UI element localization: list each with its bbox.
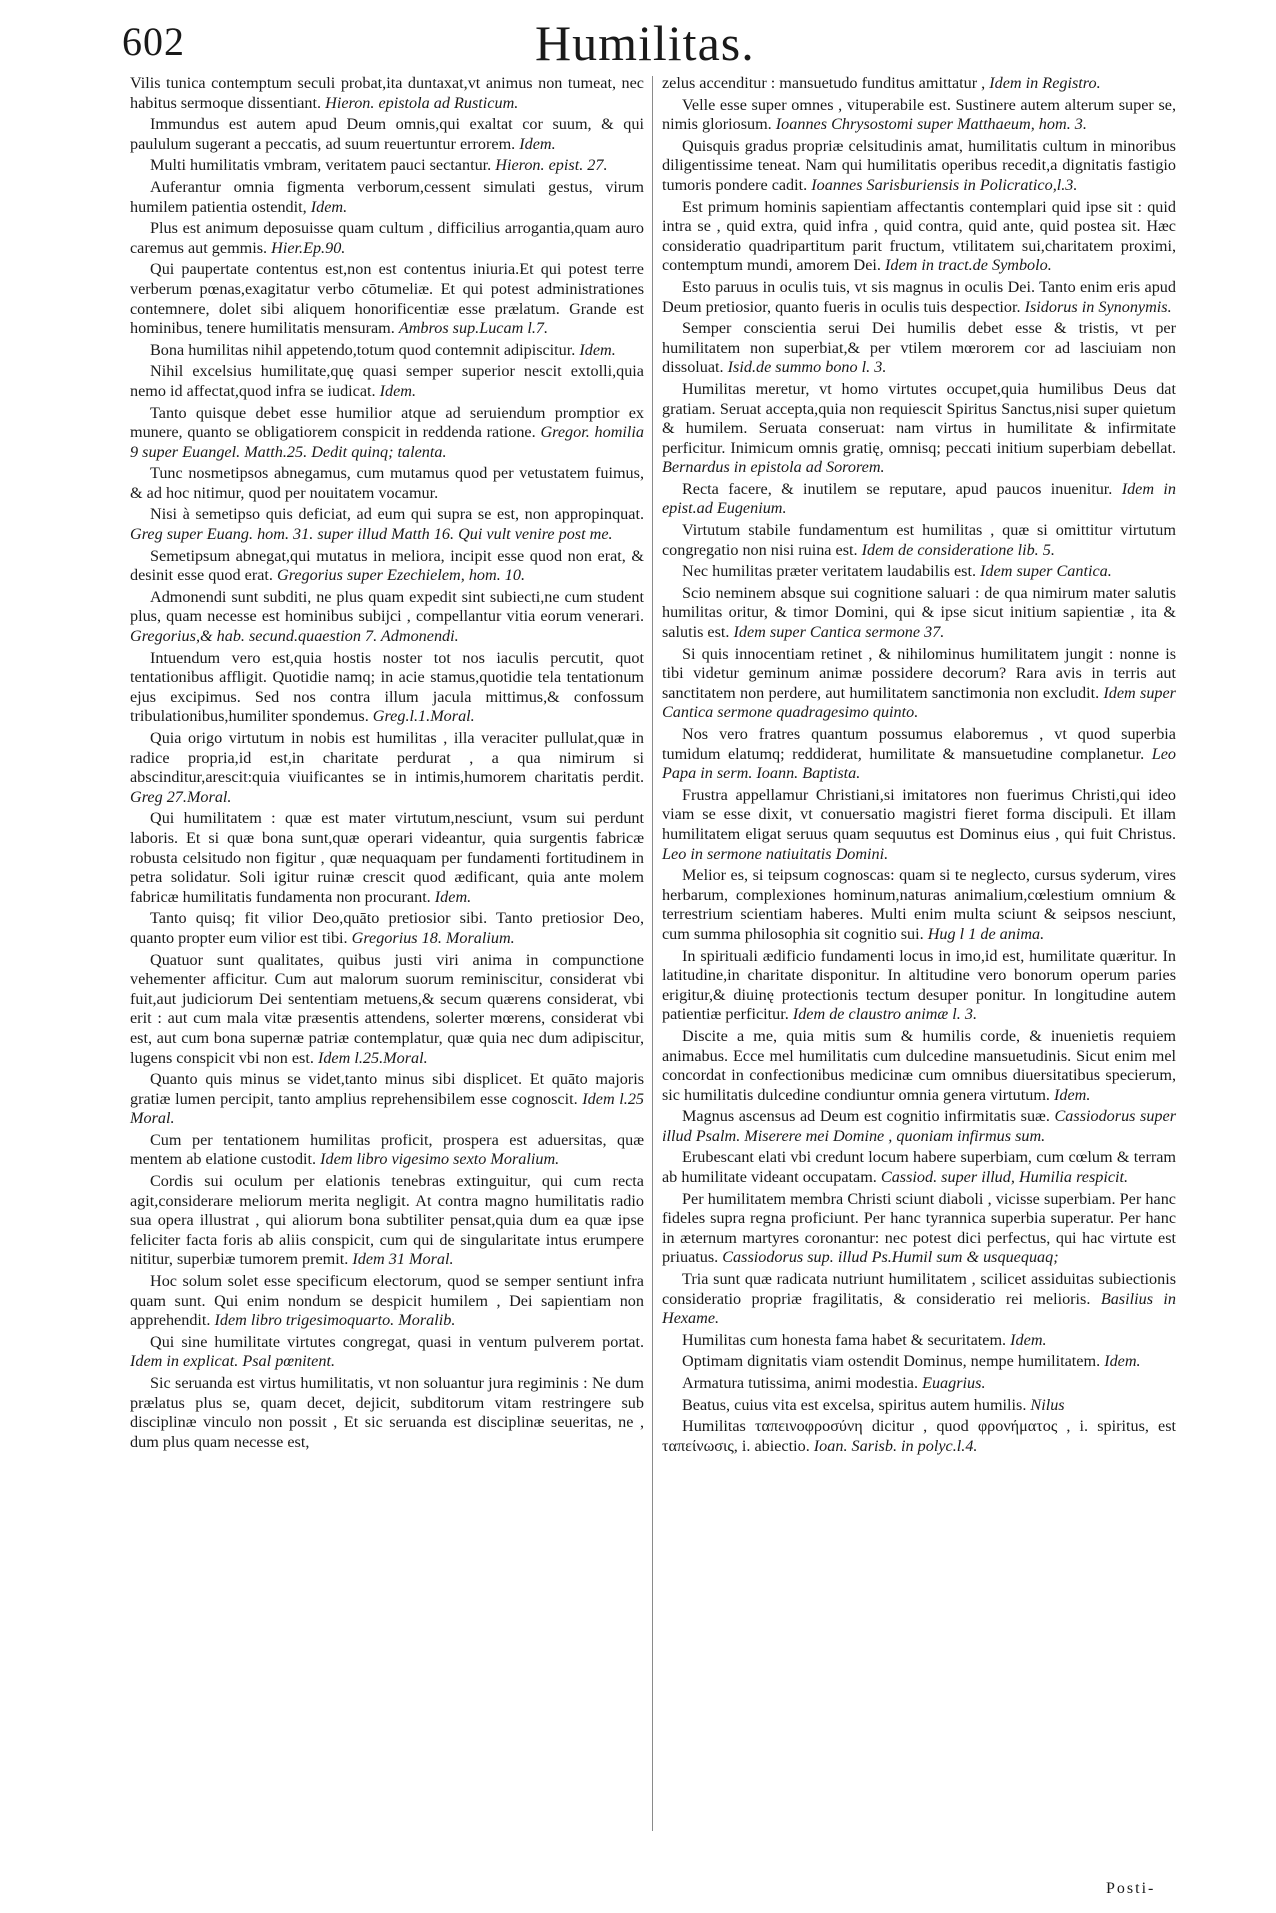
source-citation: Leo Papa in serm. Ioann. Baptista. [662,744,1177,783]
quotation-text: Esto paruus in oculis tuis, vt sis magnus in oculis Dei. Tanto enim eris apud Deum pretiosior, quanto fueris in oculis tuis despectior. [662,277,1176,316]
quotation-paragraph [662,1374,1176,1394]
source-citation: Cassiodorus sup. illud Ps.Humil sum & usquequaq; [722,1248,1059,1267]
source-citation: Gregorius,& hab. secund.quaestion 7. Admonendi. [130,627,459,646]
quotation-text: Quanto quis minus se videt,tanto minus sibi displicet. Et quāto majoris gratiæ lumen percipit, tanto amplius reprehensibilem esse cognoscit. [130,1070,644,1108]
quotation-paragraph [662,1148,1176,1187]
source-citation: Ioannes Chrysostomi super Matthaeum, hom. 3. [775,115,1087,134]
quotation-text: Nos vero fratres quantum possumus elaboremus , vt quod superbia tumidum elatumq; reddiderat, humilitate & mansuetudine complanetur. [662,725,1176,763]
quotation-paragraph [662,319,1176,378]
column-divider [652,76,653,1831]
quotation-paragraph [662,786,1176,864]
quotation-paragraph [130,951,644,1069]
source-citation: Idem super Cantica sermone 37. [733,623,945,642]
quotation-paragraph [662,278,1176,317]
source-citation: Cassiod. super illud, Humilia respicit. [880,1168,1129,1187]
quotation-text: Vilis tunica contemptum seculi probat,ita duntaxat,vt animus non tumeat, nec habitus sermoque dissentiant. [130,74,644,112]
quotation-paragraph [662,521,1176,560]
quotation-text: Recta facere, & inutilem se reputare, apud paucos inuenitur. [682,479,1113,498]
quotation-paragraph [130,404,644,463]
source-citation: Hug l 1 de anima. [927,924,1045,943]
source-citation: Basilius in Hexame. [662,1289,1177,1328]
quotation-text: Quatuor sunt qualitates, quibus justi viri anima in compunctione vehementer afficitur. Cum aut malorum suorum reminiscitur, considerat vbi fuit,aut judiciorum Dei sententiam metuens,& secum quærens considerat, vbi erit : aut cum mala vitæ præsentis attendens, solerter mœrens, considerat vbi est, aut cum bona supernæ patriæ contemplatur, quæ quia nec dum adipiscitur, lugens conspicit vbi non est. [130,950,644,1067]
quotation-text: zelus accenditur : mansuetudo funditus amittatur , [662,74,986,92]
quotation-paragraph [130,1272,644,1331]
quotation-text: Cum per tentationem humilitas proficit, prospera est aduersitas, quæ mentem ab elatione custodit. [130,1130,644,1169]
catchword: Posti- [1106,1880,1156,1897]
source-citation: Hieron. epistola ad Rusticum. [325,93,519,112]
quotation-text: Quisquis gradus propriæ celsitudinis amat, humilitatis cultum in minoribus diligentissime teneat. Nam qui humilitatis operibus recedit,a dignitatis fastigio tumoris pondere cadit. [662,136,1176,194]
quotation-paragraph [130,341,644,361]
source-citation: Idem. [519,134,556,153]
source-citation: Idem. [579,340,616,359]
quotation-paragraph [130,505,644,544]
quotation-paragraph [130,464,644,503]
quotation-text: Bona humilitas nihil appetendo,totum quod contemnit adipiscitur. [150,340,576,359]
quotation-paragraph [130,1172,644,1270]
quotation-paragraph [130,547,644,586]
quotation-paragraph [130,729,644,807]
source-citation: Idem l.25 Moral. [130,1089,645,1128]
quotation-paragraph [130,362,644,401]
source-citation: Idem 31 Moral. [352,1250,454,1269]
running-title: Humilitas. [535,15,755,71]
source-citation: Idem in Registro. [989,74,1101,92]
quotation-paragraph [130,74,644,113]
quotation-paragraph [662,866,1176,944]
source-citation: Hier.Ep.90. [271,238,346,257]
source-citation: Idem in tract.de Symbolo. [884,256,1052,275]
quotation-paragraph [662,1331,1176,1351]
quotation-paragraph [662,562,1176,582]
quotation-text: Intuendum vero est,quia hostis noster tot nos iaculis percutit, quot tentationibus affligit. Quotidie namq; in acie stamus,quotidie tela tentationum ejus excipimus. Sed nos contra illum jacula mittimus,& confossum tribulationibus,humiliter spondemus. [130,648,644,726]
source-citation: Idem. [1010,1330,1047,1349]
quotation-text: Semper conscientia serui Dei humilis debet esse & tristis, vt per humilitatem non superbiat,& per vtilem mœrorem cor ad lasciuiam non dissoluat. [662,319,1176,377]
quotation-text: Hoc solum solet esse specificum electorum, quod se semper sentiunt infra quam sunt. Qui enim nondum se despicit humilem , Dei sapientiam non apprehendit. [130,1272,644,1330]
quotation-text: Humilitas meretur, vt homo virtutes occupet,quia humilibus Deus dat gratiam. Seruat accepta,quia non requiescit Spiritus Sanctus,nisi super quietum & humilem. Seruata conseruat: nam virtus in humilitate & infirmitate perficitur. Inimicum omnis gratię, omnisq; peccati initium superbiam debellat. [662,379,1176,457]
quotation-paragraph [662,1396,1176,1416]
quotation-text: Multi humilitatis vmbram, veritatem pauci sectantur. [150,156,492,175]
quotation-text: Magnus ascensus ad Deum est cognitio infirmitatis suæ. [682,1107,1050,1126]
source-citation: Isidorus in Synonymis. [1024,297,1172,316]
source-citation: Euagrius. [922,1374,986,1392]
quotation-paragraph [662,74,1176,94]
source-citation: Ioannes Sarisburiensis in Policratico,l.3. [811,175,1078,194]
quotation-paragraph [662,1107,1176,1146]
quotation-paragraph [662,380,1176,478]
source-citation: Hieron. epist. 27. [495,156,608,175]
quotation-text: Tanto quisq; fit vilior Deo,quāto pretiosior sibi. Tanto pretiosior Deo, quanto propter eum vilior est tibi. [130,909,644,947]
quotation-text: Frustra appellamur Christiani,si imitatores non fuerimus Christi,qui ideo viam se esse dixit, vt conuersatio magistri fieret forma discipuli. Et illam humilitatem eligat seruus quam sequutus est Dominus eius , qui fuit Christus. [662,785,1176,843]
page-header [0,0,1276,72]
quotation-paragraph [130,219,644,258]
quotation-text: Humilitas ταπεινοφροσύνη dicitur , quod φρονήματος , i. spiritus, est ταπείνωσις, i. abiectio. [662,1417,1176,1455]
quotation-paragraph [130,178,644,217]
source-citation: Gregorius 18. Moralium. [351,928,515,947]
quotation-text: Discite a me, quia mitis sum & humilis corde, & inuenietis requiem animabus. Ecce mel humilitatis cum dulcedine mansuetudinis. Sicut enim mel concordat in confectionibus medicinæ cum omnibus diuersitatibus specierum, sic humilitatis dulcedine condiuntur omnia genera virtutum. [662,1026,1176,1104]
quotation-text: Quia origo virtutum in nobis est humilitas , illa veraciter pullulat,quæ in radice propria,id est,in charitate perdurat , a qua nimirum si abscinditur,arescit:quia viuificantes se in intimis,humorem charitatis perdit. [130,729,644,787]
quotation-text: Immundus est autem apud Deum omnis,qui exaltat cor suum, & qui paululum sugerant a peccatis, ad suum reuertuntur errorem. [130,115,644,153]
quotation-paragraph [662,1027,1176,1105]
quotation-paragraph [662,480,1176,519]
source-citation: Idem super Cantica. [980,562,1112,581]
quotation-text: Humilitas cum honesta fama habet & securitatem. [682,1330,1007,1349]
source-citation: Idem. [1054,1085,1091,1104]
left-column [130,74,644,1454]
quotation-paragraph [130,588,644,647]
quotation-text: Sic seruanda est virtus humilitatis, vt non soluantur jura regiminis : Ne dum prælatus plus se, quam decet, dejicit, subditorum vitam restringere sub disciplinæ vinculo non possit , Et sic seruanda est disciplinæ seueritas, ne , dum plus quam necesse est, [130,1374,644,1451]
quotation-text: Virtutum stabile fundamentum est humilitas , quæ si omittitur virtutum congregatio non nisi ruina est. [662,521,1176,559]
source-citation: Greg.l.1.Moral. [372,707,475,726]
source-citation: Ambros sup.Lucam l.7. [398,319,549,338]
quotation-text: Tanto quisque debet esse humilior atque ad seruiendum promptior ex munere, quanto se obligatiorem conspicit in reddenda ratione. [130,403,644,442]
source-citation: Idem. [310,197,348,216]
source-citation: Idem. [379,381,417,400]
quotation-paragraph [130,809,644,907]
quotation-paragraph [662,137,1176,196]
source-citation: Gregor. homilia 9 super Euangel. Matth.25. Dedit quinq; talenta. [130,423,644,461]
quotation-paragraph [130,260,644,338]
quotation-paragraph [662,645,1176,723]
quotation-paragraph [662,1352,1176,1372]
quotation-text: Tria sunt quæ radicata nutriunt humilitatem , scilicet assiduitas subiectionis consideratio propriæ fragilitatis, & consideratio rei melioris. [662,1270,1176,1308]
source-citation: Leo in sermone natiuitatis Domini. [662,844,889,863]
right-column [662,74,1176,1458]
quotation-text: Qui humilitatem : quæ est mater virtutum,nesciunt, vsum sui perdunt laboris. Et si quæ bona sunt,quæ operari videantur, quia surgentis fabricæ robusta celsitudo non figitur , quæ nequaquam per fundamenti fortitudinem in petra solidatur. Soli igitur ruinæ crescit quod ædificant, quia ante molem fabricæ humilitatis fundamenta non procurant. [130,809,644,906]
quotation-text: Semetipsum abnegat,qui mutatus in meliora, incipit esse quod non erat, & desinit esse quod erat. [130,546,644,585]
quotation-paragraph [130,909,644,948]
source-citation: Idem de claustro animæ l. 3. [792,1005,978,1024]
quotation-text: Beatus, cuius vita est excelsa, spiritus autem humilis. [682,1395,1027,1414]
quotation-text: Optimam dignitatis viam ostendit Dominus, nempe humilitatem. [682,1352,1101,1371]
source-citation: Greg super Euang. hom. 31. super illud Matth 16. Qui vult venire post me. [130,525,613,544]
quotation-text: Per humilitatem membra Christi sciunt diaboli , vicisse superbiam. Per hanc fideles supra regna proficiunt. Per hanc tyrannica superbia superatur. Per hanc in æternum martyres coronantur: nec potest dici perfectus, qui hac virtute est priuatus. [662,1189,1176,1267]
source-citation: Nilus [1030,1395,1065,1414]
quotation-paragraph [130,1131,644,1170]
quotation-text: Est primum hominis sapientiam affectantis contemplari quid ipse sit : quid intra se , quid extra, quid infra , quid contra, quid ante, quid postea sit. Hæc consideratio quadripartitum parit fructum, vtilitatem sui,charitatem proximi, contemptum mundi, amorem Dei. [662,197,1176,275]
quotation-paragraph [130,1070,644,1129]
quotation-text: Plus est animum deposuisse quam cultum , difficilius arrogantia,quam auro caremus aut gemmis. [130,219,644,257]
quotation-paragraph [130,1374,644,1452]
source-citation: Greg 27.Moral. [130,787,232,806]
quotation-paragraph [662,584,1176,643]
quotation-text: Auferantur omnia figmenta verborum,cessent simulati gestus, virum humilem patientia ostendit, [130,177,644,216]
quotation-text: Nec humilitas præter veritatem laudabilis est. [682,562,976,581]
source-citation: Gregorius super Ezechielem, hom. 10. [277,566,526,585]
quotation-paragraph [662,1417,1176,1456]
source-citation: Idem libro vigesimo sexto Moralium. [320,1150,560,1169]
page-number: 602 [122,19,185,64]
quotation-paragraph [662,96,1176,135]
quotation-paragraph [130,1333,644,1372]
quotation-paragraph [662,1270,1176,1329]
source-citation: Idem. [1104,1352,1141,1371]
quotation-text: Qui paupertate contentus est,non est contentus iniuria.Et qui potest terre verberum pœnas,exagitatur verbo cōtumeliæ. Et qui potest administrationes contemnere, dolet sibi aliquem honorificentiæ esse prælatum. Grande est hominibus, tenere humilitatis mensuram. [130,260,644,338]
quotation-text: Admonendi sunt subditi, ne plus quam expedit sint subiecti,ne cum student plus, quam necesse est hominibus subijci , compellantur vitia eorum venerari. [130,587,644,626]
source-citation: Idem l.25.Moral. [317,1048,428,1067]
quotation-paragraph [130,115,644,154]
quotation-text: Velle esse super omnes , vituperabile est. Sustinere autem alterum super se, nimis gloriosum. [662,95,1176,134]
source-citation: Idem in explicat. Psal pœnitent. [130,1352,335,1371]
quotation-text: Si quis innocentiam retinet , & nihilominus humilitatem jungit : nonne is tibi videtur geminum animæ possidere decorum? Rara avis in terris aut sanctitatem non perdere, aut humilitatem sanctimonia non excludit. [662,644,1176,702]
source-citation: Idem super Cantica sermone quadragesimo quinto. [662,683,1176,722]
source-citation: Cassiodorus super illud Psalm. Miserere mei Domine , quoniam infirmus sum. [662,1107,1177,1145]
quotation-text: Armatura tutissima, animi modestia. [682,1374,919,1392]
quotation-paragraph [662,947,1176,1025]
quotation-text: Erubescant elati vbi credunt locum habere superbiam, cum cœlum & terram ab humilitate videant occupatam. [662,1148,1176,1187]
quotation-text: Qui sine humilitate virtutes congregat, quasi in ventum pulverem portat. [150,1332,644,1351]
source-citation: Isid.de summo bono l. 3. [727,358,887,377]
quotation-text: Scio neminem absque sui cognitione saluari : de qua nimirum mater salutis humilitas oritur, & timor Domini, qui & ipse sicut initium sapientiæ , ita & salutis est. [662,583,1176,642]
quotation-text: Nihil excelsius humilitate,quę quasi semper superior nescit extolli,quia nemo id affectat,quod infra se iudicat. [130,362,644,400]
source-citation: Idem. [434,887,472,906]
quotation-paragraph [130,649,644,727]
quotation-paragraph [662,1190,1176,1268]
source-citation: Idem de consideratione lib. 5. [861,540,1055,559]
source-citation: Ioan. Sarisb. in polyc.l.4. [813,1436,978,1455]
quotation-text: Cordis sui oculum per elationis tenebras extinguitur, qui cum recta agit,considerare meliorum merita negligit. At contra magno humilitatis radio sua opera illustrat , qui aliorum bona subtiliter pensat,quia dum ea quæ ipse feliciter facta foris ab aliis conspicit, cum qui de singularitate intus erumpere nititur, superbiæ tumorem premit. [130,1172,644,1269]
source-citation: Idem libro trigesimoquarto. Moralib. [214,1311,456,1330]
quotation-text: Tunc nosmetipsos abnegamus, cum mutamus quod per vetustatem fuimus, & ad hoc nitimur, quod per nouitatem vocamur. [130,464,644,502]
quotation-text: Melior es, si teipsum cognoscas: quam si te neglecto, cursus syderum, vires herbarum, complexiones hominum,naturas animalium,cœlestium omnium & terrestrium scientiam haberes. Multi enim multa sciunt & seipsos nesciunt, cum summa philosophia sit cognitio sui. [662,866,1176,943]
quotation-paragraph [662,725,1176,784]
quotation-paragraph [662,198,1176,276]
source-citation: Idem in epist.ad Eugenium. [662,479,1177,518]
quotation-text: In spirituali ædificio fundamenti locus in imo,id est, humilitate quæritur. In latitudine,in charitate disponitur. In altitudine vero bonorum operum paries erigitur,& diuinę protectionis tectum desuper ponitur. In longitudine autem patientiæ perficitur. [662,946,1176,1024]
quotation-text: Nisi à semetipso quis deficiat, ad eum qui supra se est, non appropinquat. [150,505,644,524]
quotation-paragraph [130,156,644,176]
source-citation: Bernardus in epistola ad Sororem. [662,458,885,477]
